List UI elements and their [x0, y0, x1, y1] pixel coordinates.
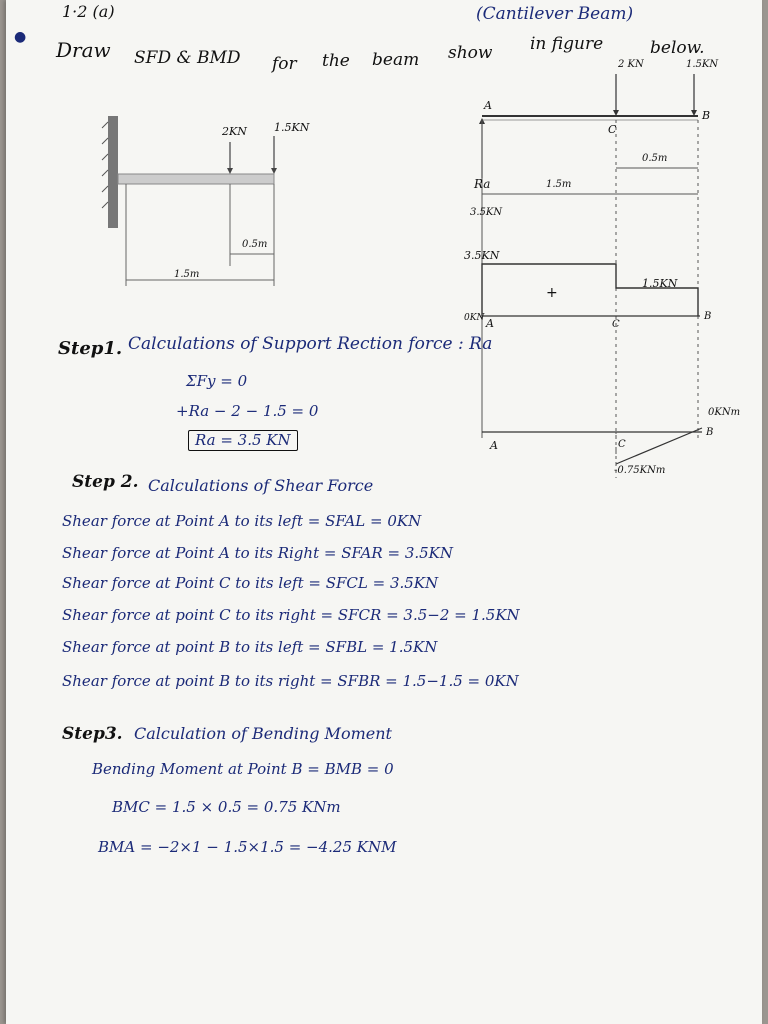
beam-shape [118, 174, 274, 184]
reaction-label: Ra [474, 177, 491, 191]
bmd-value-label: 0KNm [708, 407, 741, 418]
load-label: 1.5KN [274, 121, 310, 134]
step1-result: Ra = 3.5 KN [188, 430, 298, 451]
question-word: in figure [530, 34, 604, 54]
sfd-value-label: 3.5KN [464, 249, 500, 262]
point-label-b: B [706, 427, 714, 438]
dimension-label: 1.5m [546, 179, 572, 190]
bending-moment-diagram [482, 428, 702, 464]
list-item: Shear force at point B to its left = SFBL = 1.5KN [62, 638, 438, 656]
question-word: the [322, 51, 350, 71]
beam-type-label: (Cantilever Beam) [476, 4, 634, 24]
load-label: 2 KN [618, 59, 644, 70]
notebook-page [6, 0, 762, 1024]
step1-equation: +Ra − 2 − 1.5 = 0 [176, 402, 319, 420]
list-item: Shear force at point B to its right = SFBR = 1.5−1.5 = 0KN [62, 672, 519, 690]
step1-heading: Calculations of Support Rection force : Ra [128, 334, 493, 354]
point-label-a: A [486, 317, 494, 330]
list-item: Shear force at Point A to its Right = SFAR = 3.5KN [62, 544, 454, 562]
shear-force-diagram [482, 264, 700, 316]
point-label-c: C [618, 439, 626, 450]
dimension-label: 0.5m [242, 239, 268, 250]
load-label: 1.5KN [686, 59, 719, 70]
point-label-c: C [608, 123, 617, 136]
bending-moment-line: BMC = 1.5 × 0.5 = 0.75 KNm [112, 798, 341, 816]
wall-support-icon [102, 116, 118, 228]
list-item: Shear force at point C to its right = SFCR = 3.5−2 = 1.5KN [62, 606, 520, 624]
point-label-b: B [702, 109, 711, 122]
step3-heading: Calculation of Bending Moment [134, 724, 392, 743]
sfd-origin-label: 0KN [464, 313, 485, 323]
question-word: beam [372, 50, 420, 70]
point-label-b: B [704, 311, 712, 322]
step2-title: Step 2. [72, 472, 139, 492]
step3-title: Step3. [62, 724, 123, 744]
sfd-axis-note: 3.5KN [470, 207, 503, 218]
question-word: for [272, 54, 297, 74]
cantilever-sketch [100, 116, 300, 296]
point-label-a: A [484, 99, 492, 112]
load-label: 2KN [222, 125, 247, 138]
question-word: below. [650, 38, 705, 58]
bending-moment-line: BMA = −2×1 − 1.5×1.5 = −4.25 KNM [98, 838, 397, 856]
list-item: Shear force at Point A to its left = SFAL = 0KN [62, 512, 422, 530]
step1-title: Step1. [58, 338, 123, 359]
dimension-label: 0.5m [642, 153, 668, 164]
problem-number: 1·2 (a) [62, 2, 115, 21]
sfd-value-label: 1.5KN [642, 277, 678, 290]
list-item: Shear force at Point C to its left = SFCL = 3.5KN [62, 574, 439, 592]
beam-diagram [472, 98, 732, 468]
point-label-c: C [612, 319, 620, 330]
question-word: SFD & BMD [134, 48, 241, 68]
bending-moment-line: Bending Moment at Point B = BMB = 0 [92, 760, 394, 778]
point-label-a: A [490, 439, 498, 452]
sfd-sign: + [546, 285, 558, 301]
step1-equation: ΣFy = 0 [186, 372, 248, 390]
bmd-value-label: -0.75KNm [614, 465, 666, 476]
question-word: Draw [56, 38, 111, 62]
dimension-label: 1.5m [174, 269, 200, 280]
step2-heading: Calculations of Shear Force [148, 476, 374, 495]
question-word: show [448, 43, 493, 63]
bullet-icon: ● [14, 29, 27, 45]
